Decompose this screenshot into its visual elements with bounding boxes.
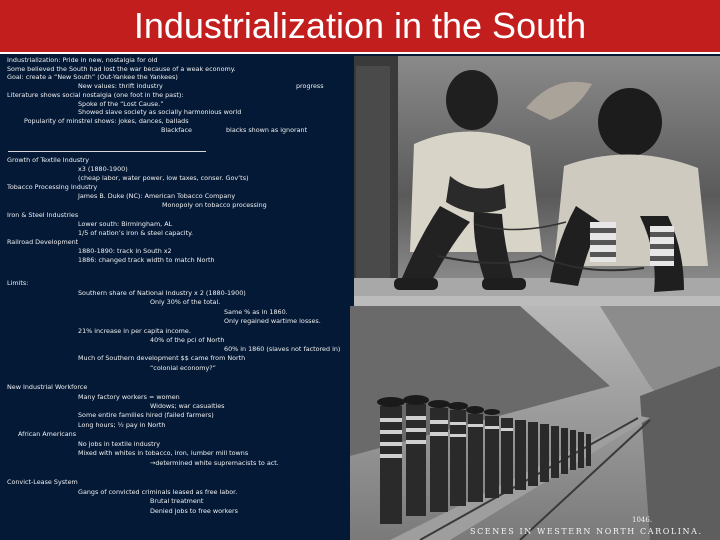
text-line-widows: Widows; war casualties bbox=[150, 402, 225, 410]
text-line-literature: Literature shows social nostalgia (one foot in the past): bbox=[7, 91, 184, 99]
text-line-iron-heading: Iron & Steel Industries bbox=[7, 211, 79, 219]
text-line-families: Some entire families hired (failed farmers) bbox=[78, 411, 214, 419]
text-line-denied-jobs: Denied jobs to free workers bbox=[150, 507, 239, 515]
divider-line bbox=[8, 151, 206, 152]
text-line-white-supremacists: →determined white supremacists to act. bbox=[150, 459, 279, 467]
text-line-birmingham: Lower south: Birmingham, AL bbox=[78, 220, 173, 228]
text-line-war-belief: Some believed the South had lost the war because of a weak economy. bbox=[7, 65, 236, 73]
text-line-textile-reasons: (cheap labor, water power, low taxes, conser. Gov’ts) bbox=[78, 174, 249, 182]
text-line-workforce-heading: New Industrial Workforce bbox=[7, 383, 88, 391]
text-line-pci-north: 40% of the pci of North bbox=[150, 336, 225, 344]
text-line-african-americans: African Americans bbox=[18, 430, 77, 438]
text-line-convict-heading: Convict-Lease System bbox=[7, 478, 78, 486]
text-line-factory-women: Many factory workers = women bbox=[78, 393, 180, 401]
slide-content bbox=[0, 54, 720, 540]
text-line-colonial-economy: “colonial economy?” bbox=[150, 364, 216, 372]
text-line-slave-society: Showed slave society as socially harmonious world bbox=[78, 108, 242, 116]
slide-title: Industrialization in the South bbox=[133, 5, 587, 46]
text-line-new-values: New values: thrift industry bbox=[78, 82, 163, 90]
text-line-pci-1860: 60% in 1860 (slaves not factored in) bbox=[224, 345, 341, 353]
text-line-mixed-whites: Mixed with whites in tobacco, iron, lumber mill towns bbox=[78, 449, 249, 457]
chained-prisoners-photo bbox=[354, 56, 720, 310]
photo-number: 1046. bbox=[632, 516, 653, 524]
chained-prisoners-image bbox=[354, 56, 720, 310]
text-line-no-jobs: No jobs in textile industry bbox=[78, 440, 160, 448]
text-line-same-1860: Same % as in 1860. bbox=[224, 308, 288, 316]
text-line-textile-heading: Growth of Textile Industry bbox=[7, 156, 90, 164]
text-line-regained: Only regained wartime losses. bbox=[224, 317, 321, 325]
text-line-monopoly: Monopoly on tobacco processing bbox=[162, 201, 267, 209]
text-line-limits-heading: Limits: bbox=[7, 279, 29, 287]
text-line-minstrel: Popularity of minstrel shows: jokes, dances, ballads bbox=[24, 117, 189, 125]
text-line-gangs: Gangs of convicted criminals leased as free labor. bbox=[78, 488, 238, 496]
text-line-development-north: Much of Southern development $$ came from North bbox=[78, 354, 246, 362]
text-line-textile-x3: x3 (1880-1900) bbox=[78, 165, 128, 173]
text-line-only-30: Only 30% of the total. bbox=[150, 298, 221, 306]
text-line-tobacco-heading: Tobacco Processing Industry bbox=[7, 183, 98, 191]
photo-caption: SCENES IN WESTERN NORTH CAROLINA. bbox=[470, 527, 703, 536]
text-line-duke: James B. Duke (NC): American Tobacco Company bbox=[78, 192, 236, 200]
text-line-industrialization-heading: Industrialization: Pride in new, nostalgia for old bbox=[7, 56, 158, 64]
text-line-blacks-ignorant: blacks shown as ignorant bbox=[226, 126, 308, 134]
title-bar bbox=[0, 0, 720, 52]
text-line-long-hours: Long hours; ½ pay in North bbox=[78, 421, 166, 429]
text-line-iron-capacity: 1/5 of nation’s iron & steel capacity. bbox=[78, 229, 193, 237]
text-line-goal: Goal: create a “New South” (Out-Yankee the Yankees) bbox=[7, 73, 178, 81]
chain-gang-railroad-image bbox=[350, 306, 720, 540]
text-line-brutal: Brutal treatment bbox=[150, 497, 204, 505]
text-line-railroad-heading: Railroad Development bbox=[7, 238, 79, 246]
text-line-track-x2: 1880-1890: track in South x2 bbox=[78, 247, 172, 255]
text-line-lost-cause: Spoke of the “Lost Cause.” bbox=[78, 100, 164, 108]
text-line-progress: progress bbox=[296, 82, 324, 90]
text-line-per-capita: 21% increase in per capita income. bbox=[78, 327, 191, 335]
text-line-southern-share: Southern share of National Industry x 2 (1880-1900) bbox=[78, 289, 246, 297]
text-line-blackface: Blackface bbox=[161, 126, 192, 134]
chain-gang-railroad-photo bbox=[350, 306, 720, 540]
text-line-track-1886: 1886: changed track width to match North bbox=[78, 256, 215, 264]
